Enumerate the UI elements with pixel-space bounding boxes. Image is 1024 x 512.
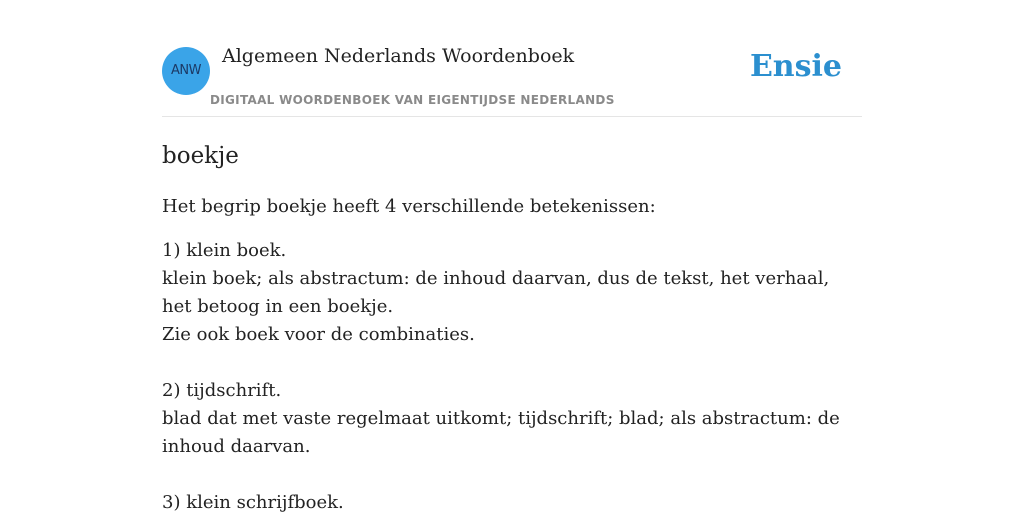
meaning-item (162, 237, 862, 349)
site-header (162, 0, 862, 117)
meaning-definition: blad dat met vaste regelmaat uitkomt; tijdschrift; blad; als abstractum: de inhoud daarvan. (162, 408, 840, 457)
meaning-definition: klein boek; als abstractum: de inhoud daarvan, dus de tekst, het verhaal, het betoog in een boekje. (162, 268, 830, 317)
meaning-heading: 3) klein schrijfboek. (162, 492, 344, 512)
entry-word-title: boekje (162, 143, 239, 169)
site-subtitle: DIGITAAL WOORDENBOEK VAN EIGENTIJDSE NEDERLANDS (210, 93, 615, 107)
meaning-heading: 2) tijdschrift. (162, 380, 282, 401)
anw-logo[interactable]: ANW (162, 47, 210, 95)
meaning-item (162, 489, 862, 512)
entry-content (162, 117, 862, 512)
ensie-brand-link[interactable]: Ensie (749, 49, 842, 84)
entry-intro: Het begrip boekje heeft 4 verschillende betekenissen: (162, 196, 656, 217)
meaning-heading: 1) klein boek. (162, 240, 287, 261)
meaning-item (162, 377, 862, 461)
meaning-note[interactable]: Zie ook boek voor de combinaties. (162, 324, 475, 345)
page (162, 0, 862, 512)
meanings-list (162, 237, 862, 512)
site-title[interactable]: Algemeen Nederlands Woordenboek (222, 45, 575, 67)
